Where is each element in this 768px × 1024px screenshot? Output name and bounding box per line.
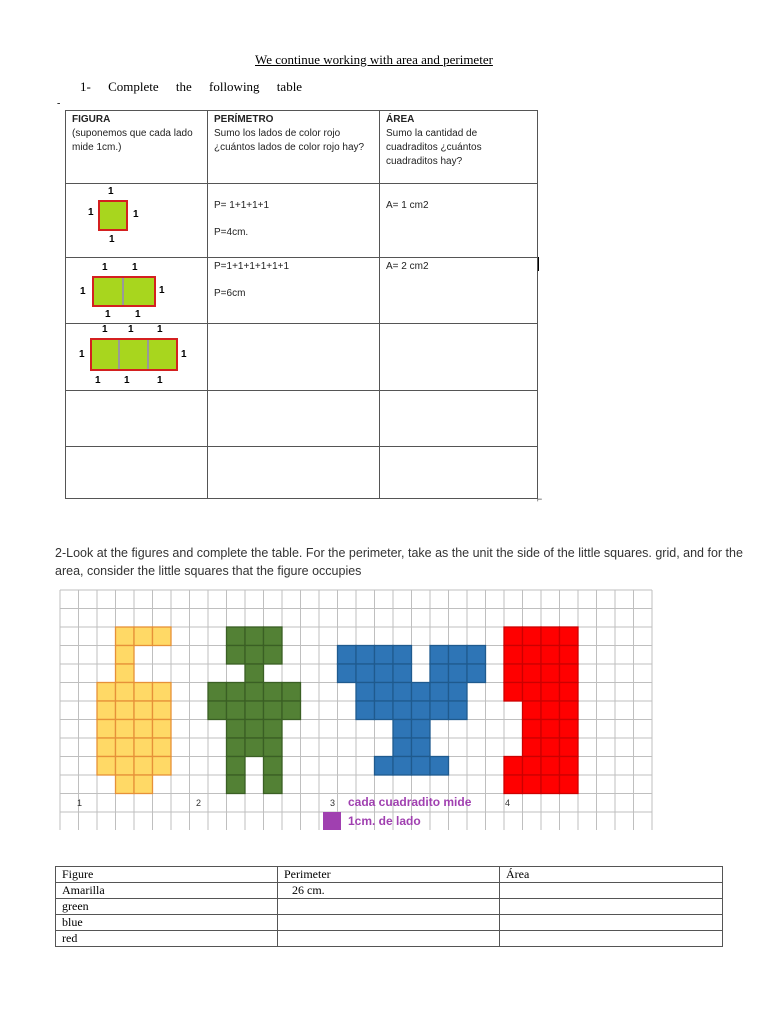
perimeter-result: P=4cm. [214,227,249,238]
figure-cell [153,627,172,646]
figure-cell [523,775,542,794]
perimeter-cell[interactable]: 26 cm. [278,883,500,899]
side-label: 1 [109,234,115,245]
figure-cell [504,683,523,702]
figure-cell [116,720,135,739]
figure-cell [356,683,375,702]
figure-cell [523,646,542,665]
figure-cell [116,664,135,683]
one-square-figure [66,184,207,257]
figure-cell [264,701,283,720]
three-square-figure [66,324,207,390]
figure-cell [116,738,135,757]
figure-cell [412,738,431,757]
figure-cell [97,738,116,757]
figure-cell [430,664,449,683]
area-cell[interactable] [380,391,538,447]
unit-square-legend [323,812,341,830]
figure-cell [208,683,227,702]
figure-cell [523,757,542,776]
figure-cell [264,646,283,665]
square-divider [122,278,124,305]
figure-cell [393,757,412,776]
figure-cell [338,664,357,683]
figure-cell [560,683,579,702]
stray-mark: - [57,98,61,109]
table-row [66,324,538,391]
figure-cell [245,738,264,757]
table-row [56,931,723,947]
header-figure: Figure [56,867,278,883]
figure-cell [356,646,375,665]
table-row [56,915,723,931]
figure-cell [523,664,542,683]
side-label: 1 [88,207,94,218]
side-label: 1 [157,324,163,335]
figure-cell [245,683,264,702]
area-cell[interactable] [500,931,723,947]
figure-cell [338,646,357,665]
figure-cell [541,775,560,794]
figure-cell [393,701,412,720]
figure-cell [393,738,412,757]
figure-cell [97,701,116,720]
perimeter-cell[interactable] [208,258,380,324]
perimeter-cell[interactable] [278,915,500,931]
figure-cell [393,646,412,665]
area-cell[interactable] [380,324,538,391]
figure-cell [412,683,431,702]
figure-cell [227,738,246,757]
side-label: 1 [95,375,101,386]
area-cell[interactable] [380,184,538,258]
figure-cell [264,757,283,776]
figure-cell [523,720,542,739]
figure-cell [560,646,579,665]
area-value: A= 1 cm2 [386,200,429,211]
header-perimeter: Perimeter [278,867,500,883]
figure-cell [245,720,264,739]
side-label: 1 [102,324,108,335]
figure-cell [541,738,560,757]
side-label: 1 [108,186,114,197]
side-label: 1 [128,324,134,335]
figure-cell [541,757,560,776]
figure-cell [375,646,394,665]
header-description: (suponemos que cada lado mide 1cm.) [72,128,193,153]
text-cursor [538,257,539,271]
figure-cell [504,646,523,665]
figure-cell [153,683,172,702]
green-square [98,200,128,231]
figure-cell [541,664,560,683]
figure-cell [134,720,153,739]
square-divider [118,340,120,369]
figure-cell [504,775,523,794]
figure-cell [227,627,246,646]
figure-cell [560,757,579,776]
header-perimetro [208,111,380,184]
figure-number: 2 [196,798,202,808]
figure-cell [264,775,283,794]
perimeter-cell[interactable] [278,899,500,915]
perimeter-cell[interactable] [278,931,500,947]
page-title: We continue working with area and perimeter [255,52,493,67]
figure-number: 1 [77,798,83,808]
figure-cell [356,664,375,683]
figure-cell [116,627,135,646]
header-title: PERÍMETRO [214,114,274,125]
question-1-text: 1- Complete the following table [80,79,303,94]
figure-cell [430,683,449,702]
figure-cell [153,701,172,720]
side-label: 1 [102,262,108,273]
figure-cell [227,720,246,739]
figure-cell [449,664,468,683]
table-header-row [56,867,723,883]
figure-cell [245,646,264,665]
results-table [55,866,723,947]
figure-name: Amarilla [56,883,278,899]
perimeter-cell[interactable] [208,447,380,499]
side-label: 1 [157,375,163,386]
figure-cell [264,683,283,702]
header-description: Sumo la cantidad de cuadraditos ¿cuántos cuadraditos hay? [386,128,482,167]
red-figure [504,627,578,794]
figure-cell [134,701,153,720]
perimeter-cell[interactable] [208,184,380,258]
side-label: 1 [181,349,187,360]
figure-name: red [56,931,278,947]
yellow-figure [97,627,171,794]
blue-figure [338,646,486,776]
figure-cell [97,757,116,776]
figure-cell [449,683,468,702]
figure-cell [97,683,116,702]
area-cell[interactable] [380,258,538,324]
area-cell[interactable] [500,883,723,899]
header-area: Área [500,867,723,883]
figure-cell [523,701,542,720]
table-row [66,258,538,324]
figure-cell [541,720,560,739]
figure-cell [208,701,227,720]
figure-cell [560,775,579,794]
figure-cell [412,701,431,720]
side-label: 1 [79,349,85,360]
perimeter-sum: P= 1+1+1+1 [214,200,270,211]
figure-cell [356,701,375,720]
figure-cell [541,701,560,720]
figure-cell [153,757,172,776]
figure-cell [541,646,560,665]
header-title: FIGURA [72,114,111,125]
green-rectangle [90,338,178,371]
figure-cell [393,720,412,739]
header-figura [66,111,208,184]
figure-cell [375,701,394,720]
figure-cell [541,683,560,702]
figure-cell [449,701,468,720]
question-2-text: 2-Look at the figures and complete the table. For the perimeter, take as the unit the side of the little squares. grid, and for the area, consider the little squares that the figure occupies [55,546,743,578]
figure-cell [116,775,135,794]
figure-cell [116,683,135,702]
area-cell[interactable] [500,899,723,915]
figure-cell [560,738,579,757]
figure-cell [245,701,264,720]
figure-cell [153,738,172,757]
side-label: 1 [124,375,130,386]
figure-name: green [56,899,278,915]
figure-cell [116,757,135,776]
figure-cell [467,664,486,683]
figure-cell [116,701,135,720]
figure-number: 4 [505,798,511,808]
perimeter-sum: P=1+1+1+1+1+1 [214,261,290,272]
header-description: Sumo los lados de color rojo ¿cuántos lados de color rojo hay? [214,128,365,153]
figure-cell [134,627,153,646]
perimeter-result: P=6cm [214,288,246,299]
figure-cell [393,683,412,702]
perimeter-cell[interactable] [208,324,380,391]
green-figure [208,627,301,794]
side-label: 1 [135,309,141,320]
figure-cell [430,701,449,720]
figure-grid [57,588,653,830]
figure-cell [523,627,542,646]
header-area [380,111,538,184]
figure-cell [375,683,394,702]
side-label: 1 [133,209,139,220]
figure-cell [264,720,283,739]
figure-cell [264,738,283,757]
figure-cell [116,646,135,665]
figure-cell [245,627,264,646]
figure-cell [560,627,579,646]
figure-cell [560,720,579,739]
perimeter-cell[interactable] [208,391,380,447]
figure-cell [523,683,542,702]
figure-cell [504,757,523,776]
figure-table [65,110,538,499]
table-row [56,899,723,915]
unit-note-line2: 1cm. de lado [348,814,421,828]
figure-cell [97,720,116,739]
figure-cell [430,757,449,776]
side-label: 1 [159,285,165,296]
figure-cell [393,664,412,683]
figure-cell [375,757,394,776]
figure-cell [430,646,449,665]
figure-cell [282,701,301,720]
figure-cell [227,701,246,720]
figure-cell [504,664,523,683]
table-row [66,391,538,447]
figure-cell [449,646,468,665]
figure-cell [375,664,394,683]
green-rectangle [92,276,156,307]
figure-cell [227,646,246,665]
table-row [66,184,538,258]
figure-cell [504,627,523,646]
figure-cell [541,627,560,646]
figure-cell [134,757,153,776]
table-row [56,883,723,899]
figure-name: blue [56,915,278,931]
figure-cell [66,391,208,447]
figure-cell [412,720,431,739]
figure-cell [523,738,542,757]
header-title: ÁREA [386,114,415,125]
figure-cell [227,757,246,776]
figure-cell [282,683,301,702]
unit-note-line1: cada cuadradito mide [348,795,472,809]
figure-number: 3 [330,798,336,808]
figure-cell [153,720,172,739]
two-square-figure [66,258,207,323]
figure-cell [227,775,246,794]
figure-cell [66,324,208,391]
figure-cell [245,664,264,683]
figure-cell [467,646,486,665]
square-divider [147,340,149,369]
side-label: 1 [132,262,138,273]
area-cell[interactable] [500,915,723,931]
area-value: A= 2 cm2 [386,261,429,272]
table-row [66,447,538,499]
figure-cell [227,683,246,702]
figure-cell [412,757,431,776]
figure-cell [66,258,208,324]
table-header-row [66,111,538,184]
table-corner-mark: ⌐ [537,494,543,504]
figure-cell [134,738,153,757]
side-label: 1 [80,286,86,297]
figure-cell [560,664,579,683]
figure-cell [560,701,579,720]
figure-cell [66,184,208,258]
figure-cell [134,775,153,794]
figure-cell [66,447,208,499]
side-label: 1 [105,309,111,320]
figure-cell [134,683,153,702]
figure-cell [264,627,283,646]
area-cell[interactable] [380,447,538,499]
